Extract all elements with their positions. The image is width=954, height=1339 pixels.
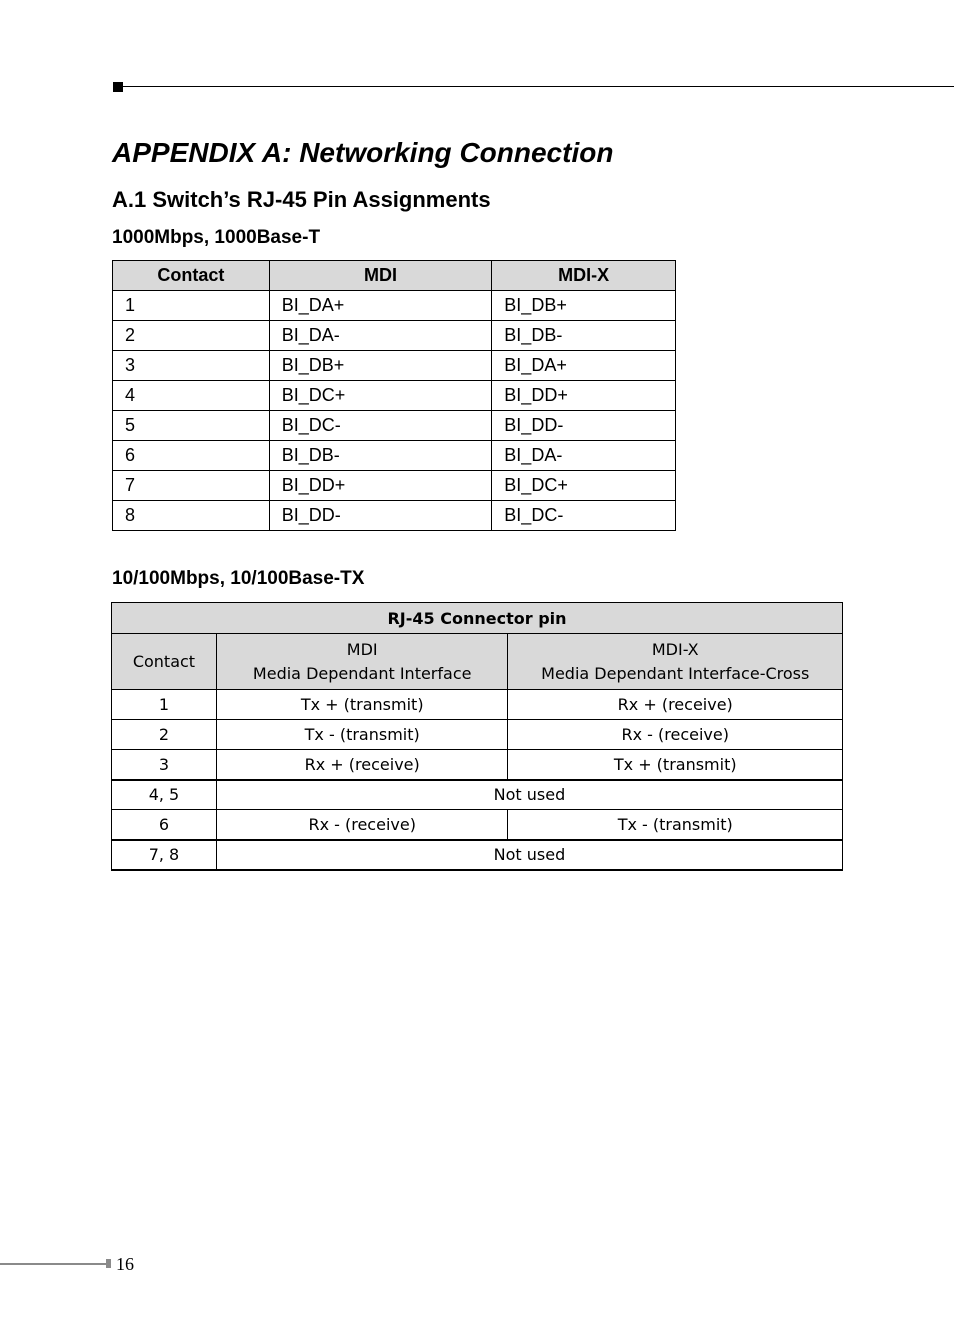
table-row bbox=[113, 441, 676, 471]
mdix-cell: BI_DC- bbox=[492, 501, 676, 531]
table-caption: RJ-45 Connector pin bbox=[112, 603, 843, 634]
header-mdi: MDI bbox=[269, 261, 492, 291]
table-row bbox=[113, 501, 676, 531]
contact-cell: 8 bbox=[113, 501, 270, 531]
mdi-cell: BI_DA+ bbox=[269, 291, 492, 321]
table-row bbox=[112, 720, 843, 750]
contact-cell: 2 bbox=[113, 321, 270, 351]
header-mdix bbox=[508, 634, 843, 690]
header-contact: Contact bbox=[113, 261, 270, 291]
mdix-cell: BI_DD- bbox=[492, 411, 676, 441]
table-row bbox=[113, 321, 676, 351]
table-row bbox=[112, 810, 843, 840]
contact-cell: 4 bbox=[113, 381, 270, 411]
gigabit-table-title: 1000Mbps, 1000Base-T bbox=[112, 227, 321, 248]
page-number: 16 bbox=[116, 1254, 134, 1274]
mdi-cell: Rx - (receive) bbox=[216, 810, 508, 840]
header-rule-square bbox=[113, 82, 123, 92]
mdi-cell: BI_DB+ bbox=[269, 351, 492, 381]
header-contact: Contact bbox=[112, 634, 217, 690]
contact-cell: 2 bbox=[112, 720, 217, 750]
not-used-cell: Not used bbox=[216, 780, 842, 810]
table-row bbox=[113, 291, 676, 321]
header-mdi bbox=[216, 634, 508, 690]
mdi-cell: Tx - (transmit) bbox=[216, 720, 508, 750]
table-row bbox=[112, 840, 843, 870]
header-mdix-description: Media Dependant Interface-Cross bbox=[541, 663, 810, 683]
mdix-cell: Tx - (transmit) bbox=[508, 810, 843, 840]
mdix-cell: BI_DB+ bbox=[492, 291, 676, 321]
mdix-cell: Rx + (receive) bbox=[508, 690, 843, 720]
appendix-title: APPENDIX A: Networking Connection bbox=[112, 137, 614, 168]
table-row bbox=[113, 471, 676, 501]
mdi-cell: BI_DC+ bbox=[269, 381, 492, 411]
contact-cell: 4, 5 bbox=[112, 780, 217, 810]
header-rule-line bbox=[123, 86, 954, 87]
mdix-cell: BI_DA+ bbox=[492, 351, 676, 381]
mdix-cell: BI_DD+ bbox=[492, 381, 676, 411]
mdi-cell: BI_DD- bbox=[269, 501, 492, 531]
mdix-cell: BI_DB- bbox=[492, 321, 676, 351]
contact-cell: 3 bbox=[112, 750, 217, 780]
table-row bbox=[112, 780, 843, 810]
table-row bbox=[113, 351, 676, 381]
mdi-cell: BI_DD+ bbox=[269, 471, 492, 501]
table-row bbox=[113, 411, 676, 441]
table-row bbox=[112, 750, 843, 780]
fast-ethernet-pin-table bbox=[111, 602, 843, 871]
mdix-cell: Tx + (transmit) bbox=[508, 750, 843, 780]
mdi-cell: BI_DC- bbox=[269, 411, 492, 441]
table-row bbox=[113, 381, 676, 411]
contact-cell: 5 bbox=[113, 411, 270, 441]
contact-cell: 1 bbox=[113, 291, 270, 321]
gigabit-pin-table bbox=[112, 260, 676, 531]
mdi-cell: BI_DA- bbox=[269, 321, 492, 351]
mdi-cell: Tx + (transmit) bbox=[216, 690, 508, 720]
table-header-row bbox=[112, 634, 843, 690]
table-header-row bbox=[113, 261, 676, 291]
header-mdix: MDI-X bbox=[492, 261, 676, 291]
footer-rule-mark bbox=[106, 1259, 111, 1268]
mdi-cell: BI_DB- bbox=[269, 441, 492, 471]
mdi-cell: Rx + (receive) bbox=[216, 750, 508, 780]
contact-cell: 6 bbox=[112, 810, 217, 840]
mdix-cell: BI_DA- bbox=[492, 441, 676, 471]
footer-rule-line bbox=[0, 1263, 106, 1265]
not-used-cell: Not used bbox=[216, 840, 842, 870]
header-mdi-label: MDI bbox=[346, 639, 378, 659]
header-mdix-label: MDI-X bbox=[651, 639, 699, 659]
contact-cell: 7 bbox=[113, 471, 270, 501]
header-mdi-description: Media Dependant Interface bbox=[252, 663, 472, 683]
fast-ethernet-table-title: 10/100Mbps, 10/100Base-TX bbox=[112, 568, 365, 589]
mdix-cell: Rx - (receive) bbox=[508, 720, 843, 750]
table-row bbox=[112, 690, 843, 720]
table-caption-row bbox=[112, 603, 843, 634]
mdix-cell: BI_DC+ bbox=[492, 471, 676, 501]
contact-cell: 6 bbox=[113, 441, 270, 471]
section-title: A.1 Switch’s RJ-45 Pin Assignments bbox=[112, 187, 491, 212]
contact-cell: 3 bbox=[113, 351, 270, 381]
contact-cell: 7, 8 bbox=[112, 840, 217, 870]
contact-cell: 1 bbox=[112, 690, 217, 720]
